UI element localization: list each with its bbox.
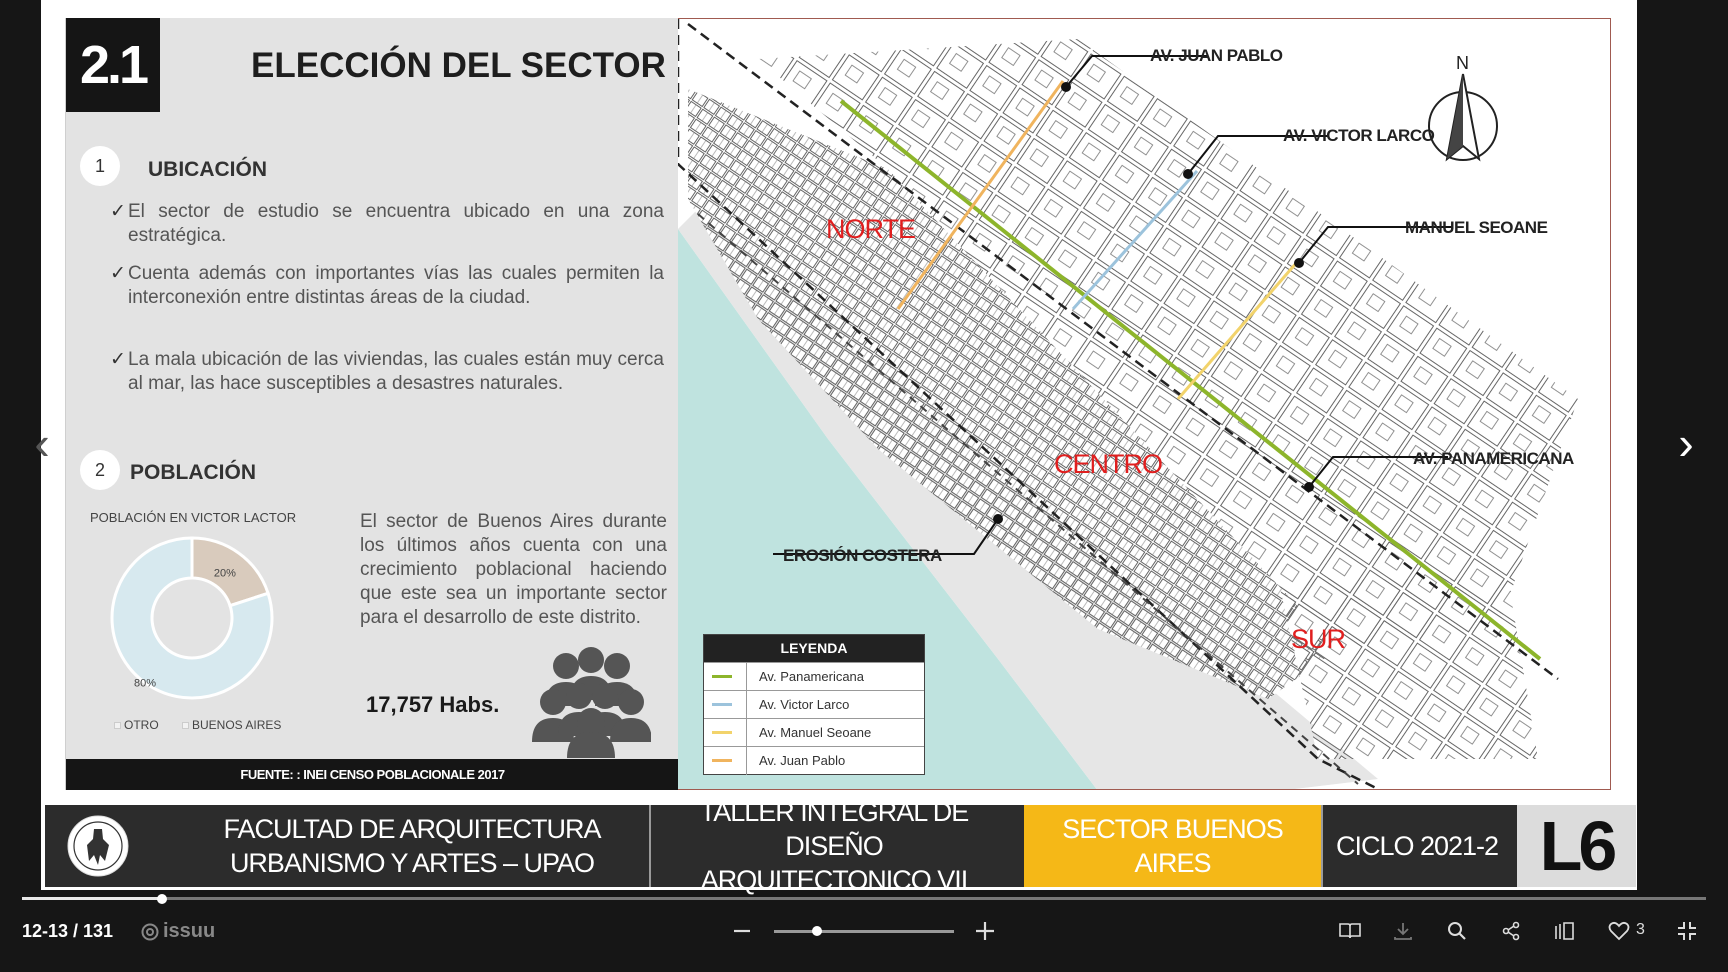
sector-name: SECTOR BUENOS AIRES [1024,805,1321,887]
progress-fill [22,897,162,900]
taller-name: TALLER INTEGRAL DE DISEÑO ARQUITECTONICO VII [649,805,1017,887]
legend-buenos-aires-label: BUENOS AIRES [192,718,282,732]
leader-dot [1183,169,1193,179]
section-number: 2.1 [66,18,160,112]
bullet-2 [110,262,664,310]
label-erosion-costera: EROSIÓN COSTERA [783,546,942,565]
bullet-3 [110,348,664,396]
document-spread [41,0,1637,890]
legend-row [704,662,924,690]
next-page-button[interactable]: › [1678,417,1694,469]
download-icon [1393,921,1413,941]
section-title: ELECCIÓN DEL SECTOR [251,46,666,85]
legend-buenos-aires [182,718,281,732]
issuu-logo[interactable] [141,920,215,943]
legend-label: Av. Manuel Seoane [759,725,872,740]
like-count: 3 [1636,921,1645,938]
step-2-badge: 2 [80,450,120,490]
legend-otro-label: OTRO [124,718,159,732]
issuu-wordmark: issuu [163,920,216,942]
zone-sur: SUR [1291,624,1346,654]
upao-seal-logo [67,815,129,877]
legend-buenos-aires-swatch [182,722,189,729]
legend-swatch [712,759,732,762]
zoom-handle[interactable] [812,926,822,936]
prev-page-button[interactable]: ‹ [34,417,50,469]
leader-dot [1304,482,1314,492]
faculty-name: FACULTAD DE ARQUITECTURA URBANISMO Y ARTES – UPAO [223,814,601,878]
legend-label: Av. Victor Larco [759,697,850,712]
leader-dot [1294,258,1304,268]
ubicacion-heading: UBICACIÓN [148,158,267,181]
bullet-3-text: La mala ubicación de las viviendas, las cuales están muy cerca al mar, las hace susceptibles a desastres naturales. [128,349,664,394]
exit-fullscreen-icon [1677,921,1697,941]
legend-otro [114,718,159,732]
search-icon [1447,921,1467,941]
legend-row [704,690,924,718]
stack-icon [1554,921,1576,941]
bullet-1-text: El sector de estudio se encuentra ubicado en una zona estratégica. [128,201,664,246]
exit-fullscreen-button[interactable] [1672,916,1702,946]
ciclo-label: CICLO 2021-2 [1321,805,1511,887]
add-to-stack-button[interactable] [1550,916,1580,946]
reader-mode-button[interactable] [1335,916,1365,946]
population-count: 17,757 Habs. [366,692,500,717]
heart-icon [1608,921,1630,941]
zoom-in-button[interactable] [970,916,1000,946]
donut-value-label: 20% [213,567,236,580]
minus-icon [733,922,751,940]
left-panel [65,18,678,790]
book-open-icon [1338,921,1362,941]
legend-title: LEYENDA [704,635,924,662]
leader-dot [1061,82,1071,92]
legend-row [704,718,924,746]
bullet-2-text: Cuenta además con importantes vías las cuales permiten la interconexión entre distintas áreas de la ciudad. [128,263,664,308]
source-note: FUENTE: : INEI CENSO POBLACIONALE 2017 [66,759,679,790]
north-letter: N [1456,53,1469,73]
bullet-1 [110,200,664,248]
slide-footer-band [45,797,1636,895]
share-icon [1501,921,1521,941]
zoom-slider[interactable] [774,930,954,933]
check-icon: ✓ [110,349,126,370]
label-av-victor-larco: AV. VICTOR LARCO [1283,126,1435,145]
legend-swatch [712,703,732,706]
leader-dot [993,514,1003,524]
search-button[interactable] [1442,916,1472,946]
page-progress-slider[interactable] [22,897,1706,900]
download-button[interactable] [1388,916,1418,946]
people-group-icon [531,644,651,759]
legend-swatch [712,731,732,734]
legend-swatch [712,675,732,678]
poblacion-text: El sector de Buenos Aires durante los últimos años cuenta con una crecimiento poblacional haciendo que este sea un importante sector para el desarrollo de este distrito. [360,511,667,628]
zoom-out-button[interactable] [727,916,757,946]
sector-map [678,18,1611,790]
share-button[interactable] [1496,916,1526,946]
legend-label: Av. Juan Pablo [759,753,846,768]
population-donut-chart [110,536,274,700]
zone-centro: CENTRO [1054,449,1162,479]
lamina-number: L6 [1517,805,1636,887]
legend-otro-swatch [114,722,121,729]
outer-urban-blocks-2 [1278,579,1538,759]
plus-icon [975,921,995,941]
issuu-icon [141,923,159,941]
step-1-badge: 1 [80,146,120,186]
legend-row [704,746,924,774]
check-icon: ✓ [110,263,126,284]
map-legend [703,634,925,775]
north-arrow-icon [1429,74,1497,160]
poblacion-heading: POBLACIÓN [130,461,256,484]
progress-handle[interactable] [157,894,167,904]
page-counter: 12-13 / 131 [22,921,114,941]
label-av-juan-pablo: AV. JUAN PABLO [1150,46,1283,65]
donut-value-label: 80% [133,677,156,690]
chart-title: POBLACIÓN EN VICTOR LACTOR [90,510,297,525]
zone-norte: NORTE [826,214,916,244]
like-button[interactable] [1604,916,1634,946]
check-icon: ✓ [110,201,126,222]
label-manuel-seoane: MANUEL SEOANE [1405,218,1548,237]
legend-label: Av. Panamericana [759,669,865,684]
label-av-panamericana: AV. PANAMERICANA [1413,449,1574,468]
